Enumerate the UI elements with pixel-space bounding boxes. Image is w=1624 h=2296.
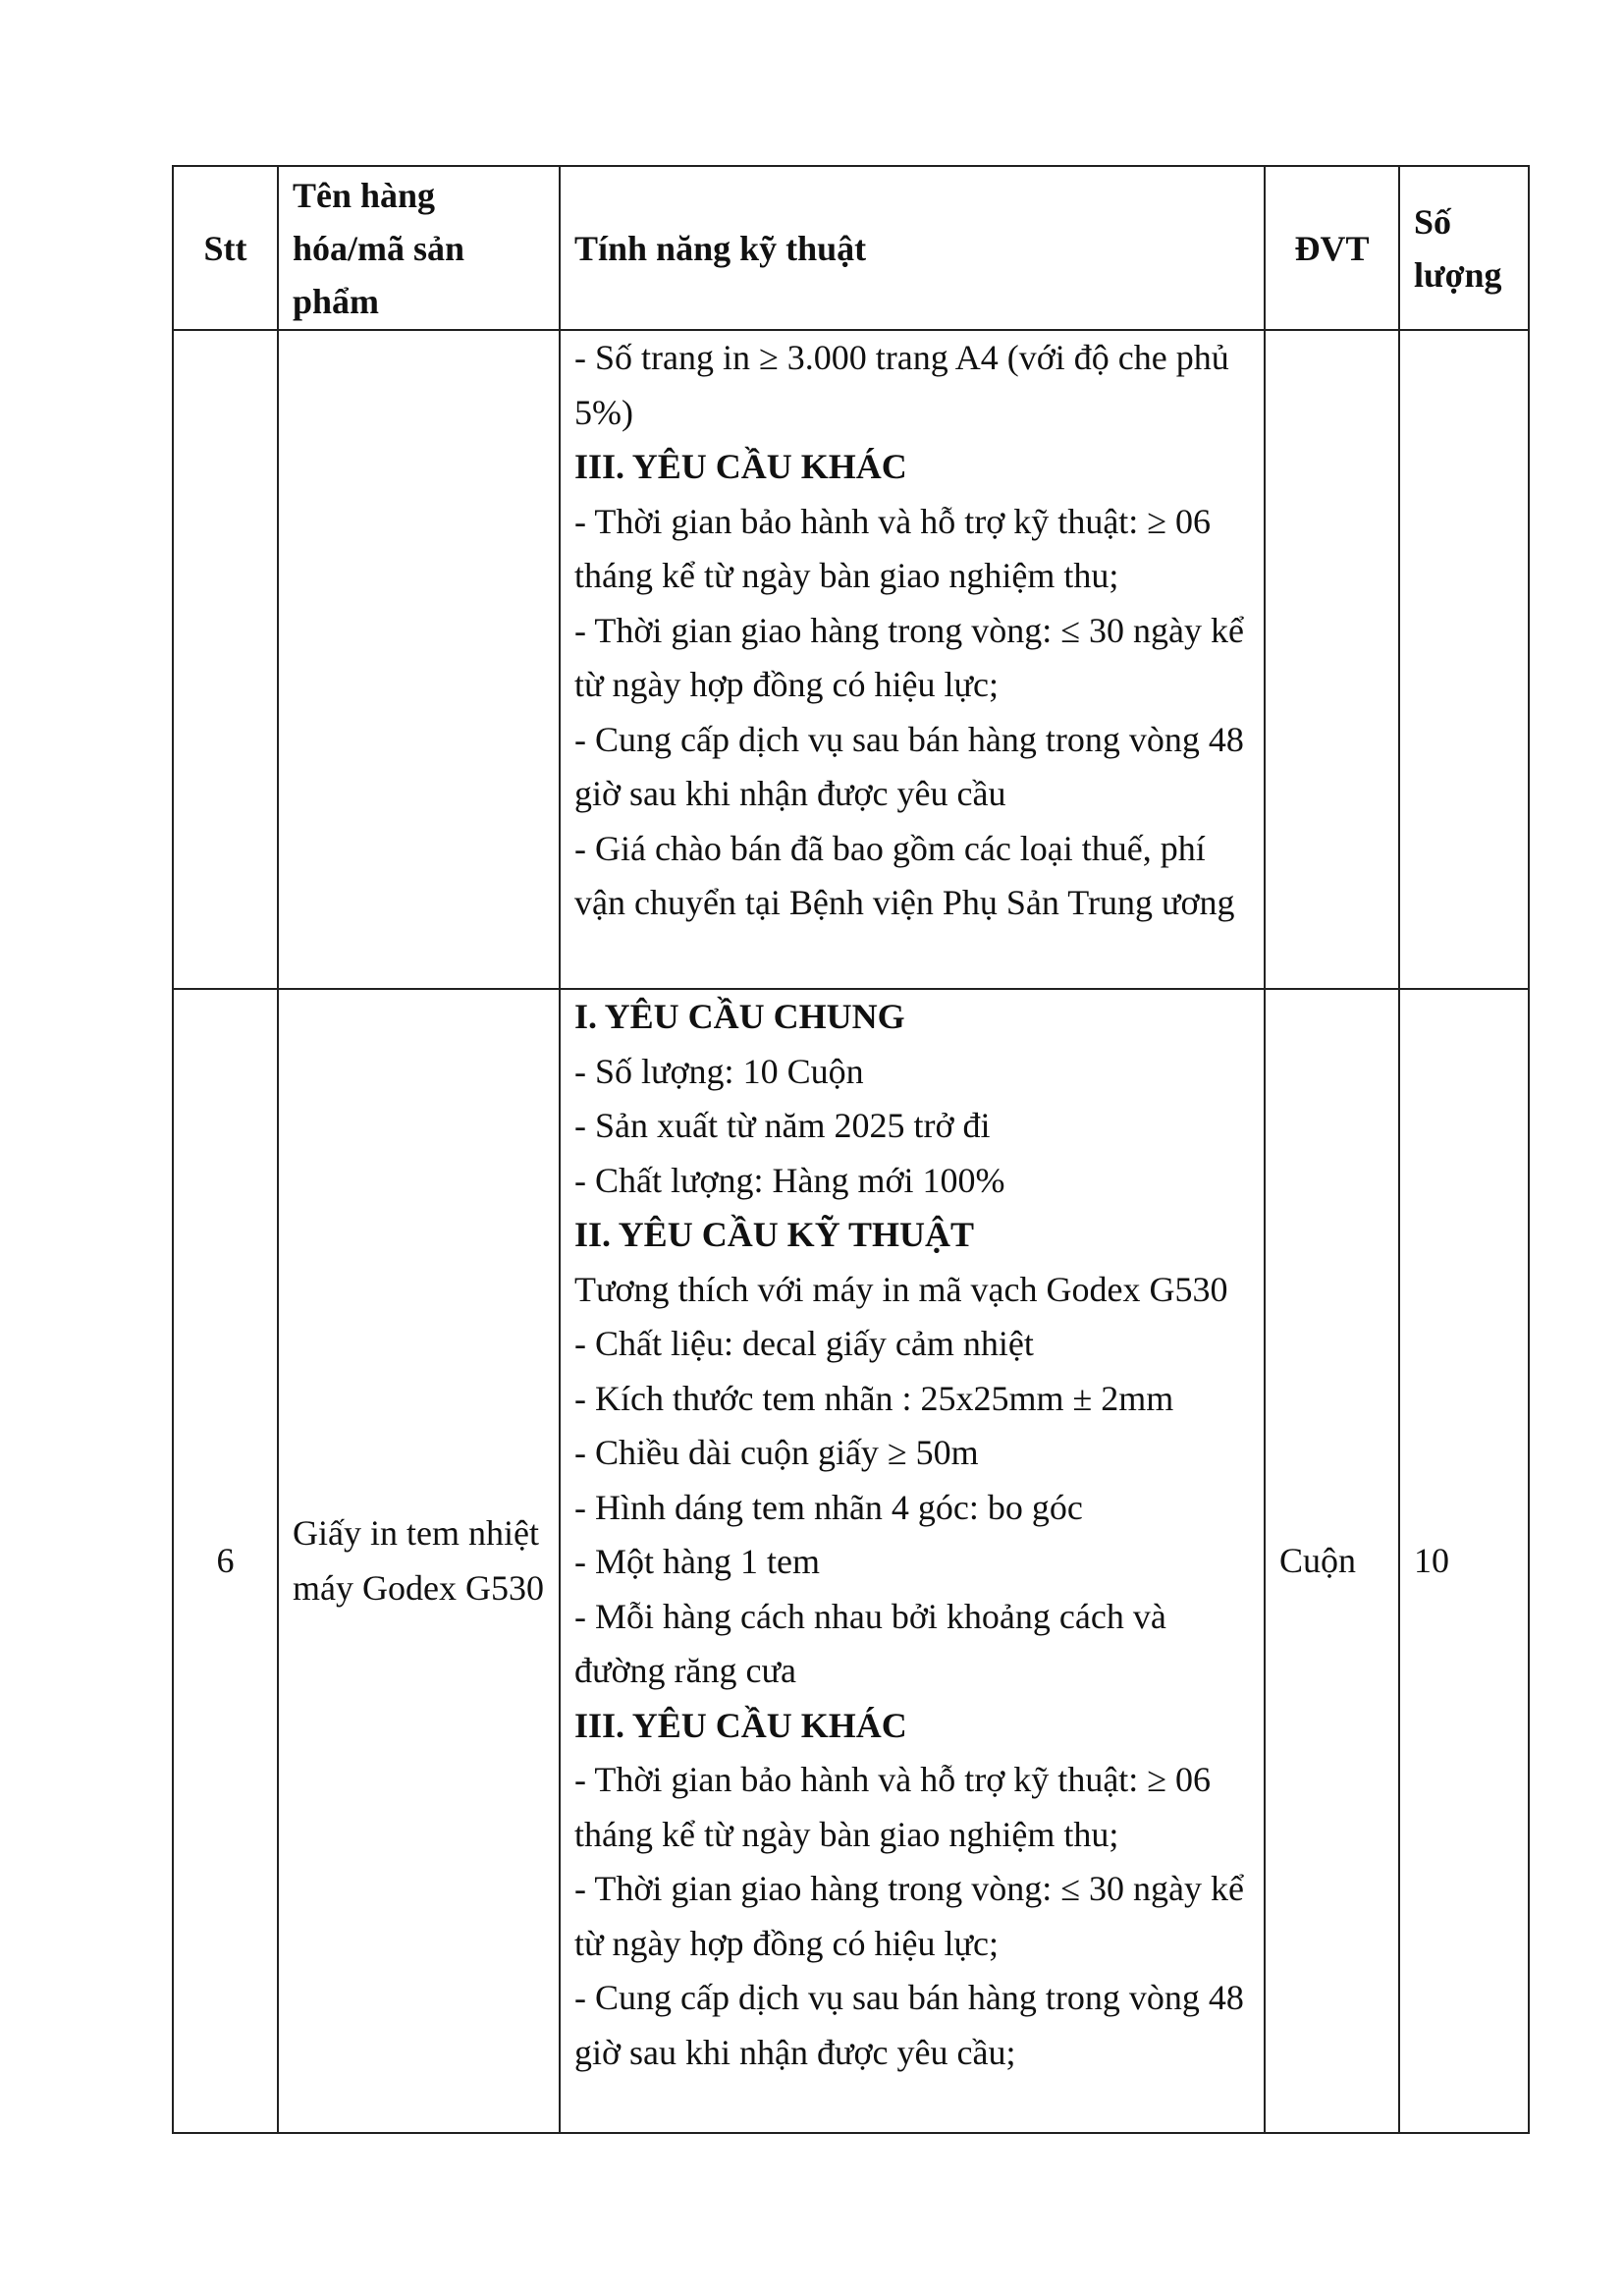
row-unit: Cuộn bbox=[1265, 989, 1399, 2133]
spec-line: - Giá chào bán đã bao gồm các loại thuế, phí vận chuyển tại Bệnh viện Phụ Sản Trung ương bbox=[574, 828, 1235, 922]
spec-line: - Chất lượng: Hàng mới 100% bbox=[574, 1160, 1005, 1200]
table-row bbox=[173, 989, 1529, 2133]
spec-line: - Kích thước tem nhãn : 25x25mm ± 2mm bbox=[574, 1378, 1174, 1418]
spec-line: - Thời gian giao hàng trong vòng: ≤ 30 ngày kể từ ngày hợp đồng có hiệu lực; bbox=[574, 1869, 1245, 1963]
spec-line: - Một hàng 1 tem bbox=[574, 1542, 820, 1581]
spec-line: - Hình dáng tem nhãn 4 góc: bo góc bbox=[574, 1487, 1083, 1527]
row-features bbox=[560, 989, 1265, 2133]
row-product-name bbox=[278, 330, 560, 989]
specification-table bbox=[172, 165, 1530, 2134]
row-features bbox=[560, 330, 1265, 989]
section-heading: III. YÊU CẦU KHÁC bbox=[574, 447, 907, 486]
spec-line: - Chất liệu: decal giấy cảm nhiệt bbox=[574, 1324, 1034, 1363]
section-heading: II. YÊU CẦU KỸ THUẬT bbox=[574, 1215, 975, 1254]
spec-line: - Cung cấp dịch vụ sau bán hàng trong vòng 48 giờ sau khi nhận được yêu cầu; bbox=[574, 1978, 1244, 2072]
spec-line: - Thời gian giao hàng trong vòng: ≤ 30 ngày kể từ ngày hợp đồng có hiệu lực; bbox=[574, 610, 1245, 704]
spec-line: - Số trang in ≥ 3.000 trang A4 (với độ che phủ 5%) bbox=[574, 338, 1229, 432]
spec-line: - Chiều dài cuộn giấy ≥ 50m bbox=[574, 1433, 979, 1472]
header-technical-features: Tính năng kỹ thuật bbox=[560, 166, 1265, 330]
spec-line: - Sản xuất từ năm 2025 trở đi bbox=[574, 1106, 991, 1145]
table-header-row bbox=[173, 166, 1529, 330]
table-row bbox=[173, 330, 1529, 989]
spec-line: - Thời gian bảo hành và hỗ trợ kỹ thuật: ≥ 06 tháng kể từ ngày bàn giao nghiệm thu; bbox=[574, 501, 1212, 595]
row-quantity bbox=[1399, 330, 1529, 989]
section-heading: I. YÊU CẦU CHUNG bbox=[574, 997, 905, 1036]
row-stt bbox=[173, 330, 278, 989]
row-stt: 6 bbox=[173, 989, 278, 2133]
header-unit: ĐVT bbox=[1265, 166, 1399, 330]
header-quantity: Số lượng bbox=[1399, 166, 1529, 330]
section-heading: III. YÊU CẦU KHÁC bbox=[574, 1705, 907, 1745]
spec-line: - Mỗi hàng cách nhau bởi khoảng cách và đường răng cưa bbox=[574, 1596, 1166, 1690]
row-quantity: 10 bbox=[1399, 989, 1529, 2133]
spec-line: - Cung cấp dịch vụ sau bán hàng trong vòng 48 giờ sau khi nhận được yêu cầu bbox=[574, 719, 1244, 813]
row-product-name: Giấy in tem nhiệt máy Godex G530 bbox=[278, 989, 560, 2133]
spec-line: - Thời gian bảo hành và hỗ trợ kỹ thuật: ≥ 06 tháng kể từ ngày bàn giao nghiệm thu; bbox=[574, 1760, 1212, 1854]
header-stt: Stt bbox=[173, 166, 278, 330]
row-unit bbox=[1265, 330, 1399, 989]
spec-line: Tương thích với máy in mã vạch Godex G530 bbox=[574, 1269, 1228, 1309]
spec-line: - Số lượng: 10 Cuộn bbox=[574, 1051, 864, 1091]
header-product-name: Tên hàng hóa/mã sản phẩm bbox=[278, 166, 560, 330]
